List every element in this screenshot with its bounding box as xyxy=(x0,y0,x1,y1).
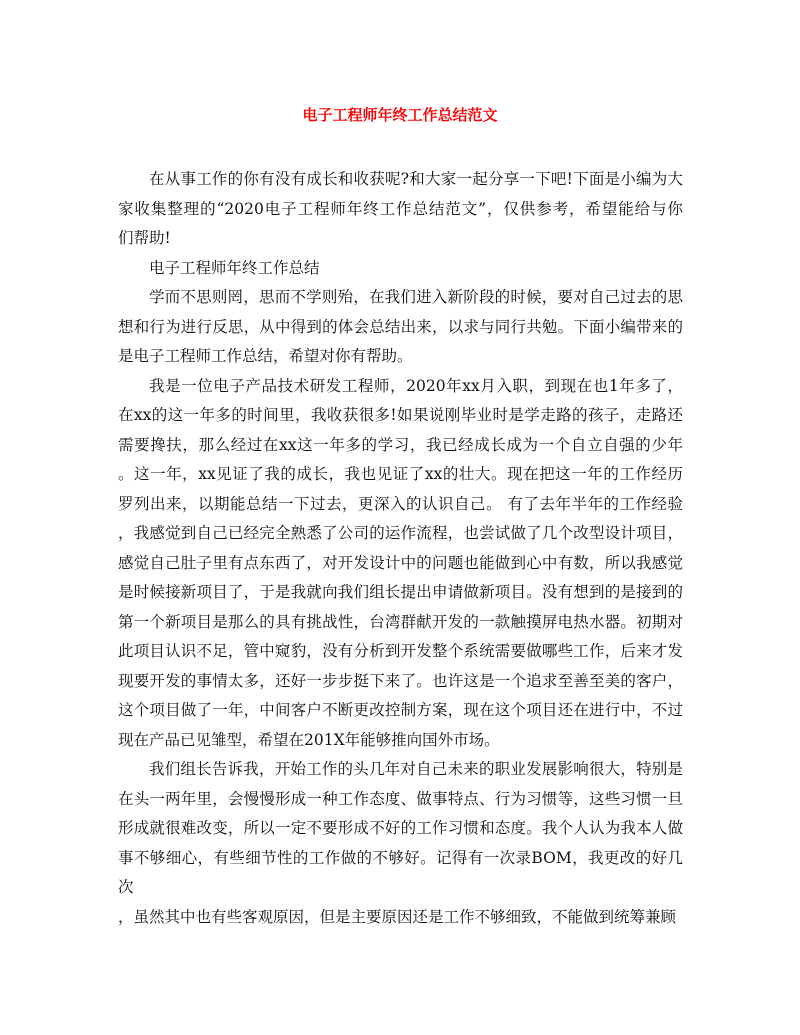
paragraph xyxy=(118,165,683,254)
paragraph-line: 电子工程师年终工作总结 xyxy=(149,258,320,277)
paragraph-line: 们帮助! xyxy=(118,229,171,247)
paragraph-line: 此项目认识不足，管中窥豹，没有分析到开发整个系统需要做哪些工作，后来才发 xyxy=(118,642,683,660)
paragraph-line: 想和行为进行反思，从中得到的体会总结出来，以求与同行共勉。下面小编带来的 xyxy=(118,317,683,336)
document-title: 电子工程师年终工作总结范文 xyxy=(302,106,498,124)
paragraph-line: 我是一位电子产品技术研发工程师，2020年xx月入职，到现在也1年多了， xyxy=(149,376,683,395)
paragraph-line: 是电子工程师工作总结，希望对你有帮助。 xyxy=(118,347,413,365)
paragraph-line: 在头一两年里，会慢慢形成一种工作态度、做事特点、行为习惯等，这些习惯一旦 xyxy=(118,789,683,808)
paragraph-line: 家收集整理的“2020电子工程师年终工作总结范文”，仅供参考，希望能给与你 xyxy=(118,199,683,218)
paragraph-line: ，我感觉到自己已经完全熟悉了公司的运作流程，也尝试做了几个改型设计项目， xyxy=(118,524,683,542)
paragraph-line: 这个项目做了一年，中间客户不断更改控制方案，现在这个项目还在进行中，不过 xyxy=(118,701,683,719)
paragraph-line: 第一个新项目是那么的具有挑战性，台湾群献开发的一款触摸屏电热水器。初期对 xyxy=(118,612,683,631)
paragraph-line: 现在产品已见雏型，希望在201X年能够推向国外市场。 xyxy=(118,730,500,749)
paragraph-line: 。这一年，xx见证了我的成长，我也见证了xx的壮大。现在把这一年的工作经历 xyxy=(118,465,683,483)
paragraph-line: 在xx的这一年多的时间里，我收获很多!如果说刚毕业时是学走路的孩子，走路还 xyxy=(118,406,683,424)
paragraph xyxy=(118,254,683,284)
paragraph-line: 是时候接新项目了，于是我就向我们组长提出申请做新项目。没有想到的是接到的 xyxy=(118,583,683,601)
paragraph-line: 感觉自己肚子里有点东西了，对开发设计中的问题也能做到心中有数，所以我感觉 xyxy=(118,553,683,572)
document-body xyxy=(118,165,683,932)
paragraph-line: 在从事工作的你有没有成长和收获呢?和大家一起分享一下吧!下面是小编为大 xyxy=(149,170,683,188)
paragraph-line: ，虽然其中也有些客观原因，但是主要原因还是工作不够细致，不能做到统筹兼顾 xyxy=(118,907,677,926)
paragraph-line: 形成就很难改变，所以一定不要形成不好的工作习惯和态度。我个人认为我本人做 xyxy=(118,819,683,837)
paragraph-line: 我们组长告诉我，开始工作的头几年对自己未来的职业发展影响很大，特别是 xyxy=(149,760,683,778)
paragraph-line: 事不够细心，有些细节性的工作做的不够好。记得有一次录BOM，我更改的好几次 xyxy=(118,848,683,896)
paragraph xyxy=(118,372,683,756)
paragraph-line: 现要开发的事情太多，还好一步步挺下来了。也许这是一个追求至善至美的客户， xyxy=(118,671,683,690)
paragraph-line: 需要搀扶，那么经过在xx这一年多的学习，我已经成长成为一个自立自强的少年 xyxy=(118,435,683,454)
paragraph-line: 罗列出来，以期能总结一下过去，更深入的认识自己。 有了去年半年的工作经验 xyxy=(118,494,683,513)
paragraph xyxy=(118,283,683,372)
paragraph xyxy=(118,755,683,932)
paragraph-line: 学而不思则罔，思而不学则殆，在我们进入新阶段的时候，要对自己过去的思 xyxy=(149,288,683,306)
